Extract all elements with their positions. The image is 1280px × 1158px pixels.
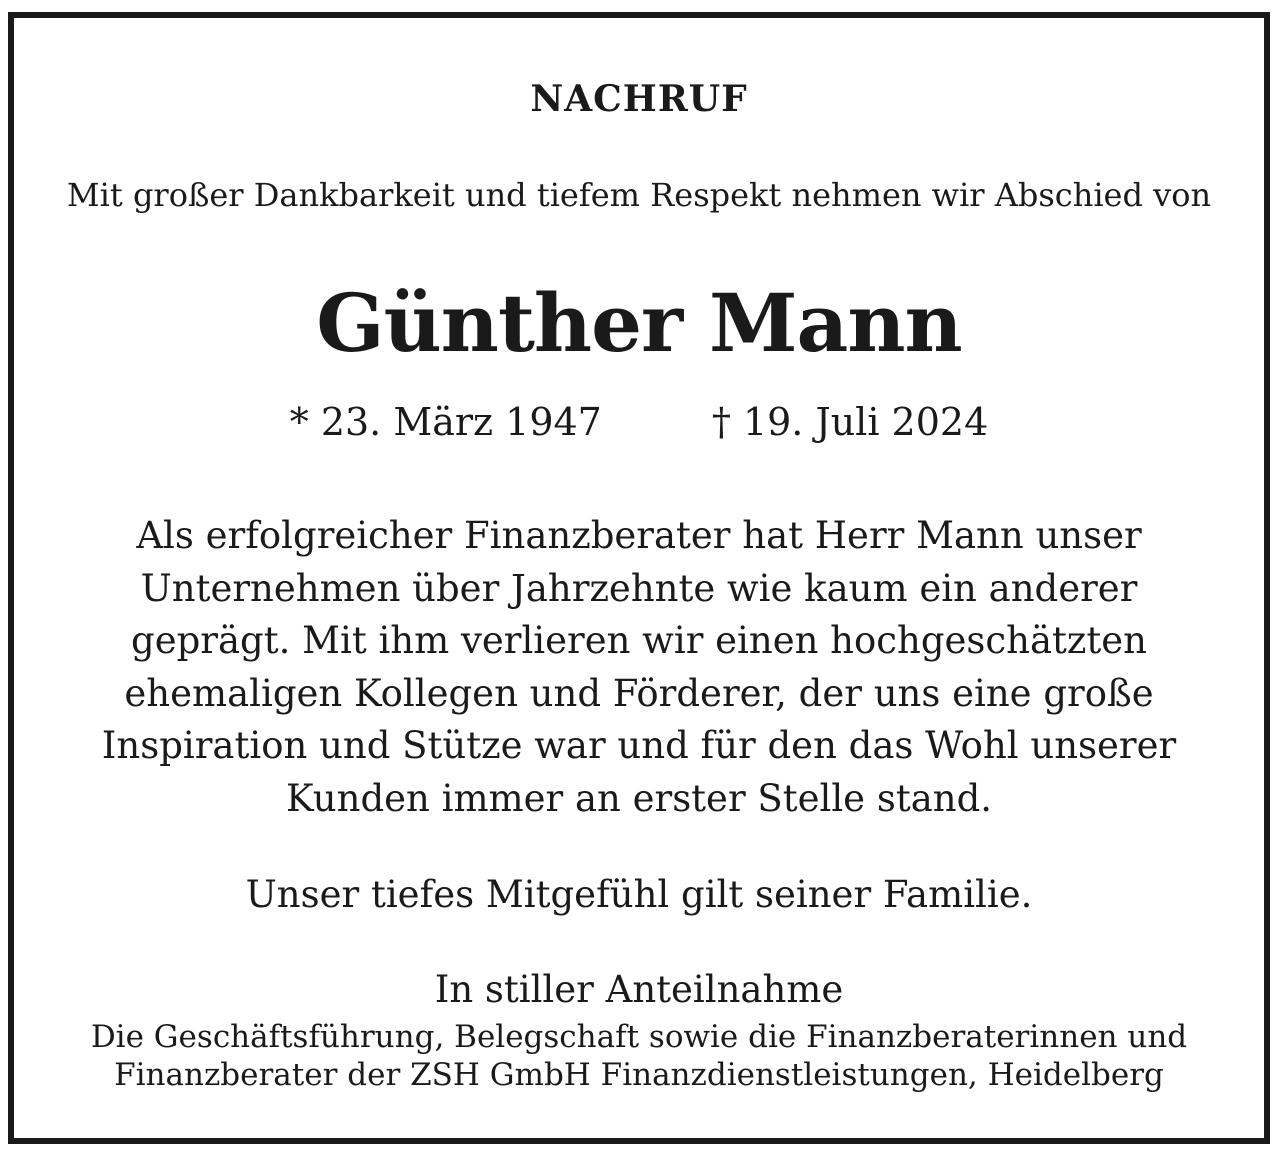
tribute-text bbox=[14, 510, 1264, 825]
signers bbox=[14, 1018, 1264, 1094]
birth-date: * 23. März 1947 bbox=[289, 400, 602, 444]
closing-text: In stiller Anteilnahme bbox=[434, 968, 844, 1011]
tribute-line: Als erfolgreicher Finanzberater hat Herr Mann unser bbox=[136, 514, 1142, 557]
obituary-heading: NACHRUF bbox=[530, 78, 748, 120]
tribute-line: Unternehmen über Jahrzehnte wie kaum ein anderer bbox=[140, 566, 1138, 610]
tribute-line: geprägt. Mit ihm verlieren wir einen hochgeschätzten bbox=[131, 619, 1147, 662]
deceased-name: Günther Mann bbox=[316, 276, 962, 370]
sympathy-text: Unser tiefes Mitgefühl gilt seiner Familie. bbox=[245, 873, 1033, 916]
tribute-line: ehemaligen Kollegen und Förderer, der uns eine große bbox=[124, 671, 1154, 715]
signer-line: Finanzberater der ZSH GmbH Finanzdienstleistungen, Heidelberg bbox=[114, 1057, 1164, 1093]
tribute-line: Inspiration und Stütze war und für den das Wohl unserer bbox=[101, 724, 1177, 767]
death-date: † 19. Juli 2024 bbox=[711, 400, 989, 444]
obituary-frame bbox=[8, 12, 1270, 1144]
intro-text: Mit großer Dankbarkeit und tiefem Respekt nehmen wir Abschied von bbox=[66, 176, 1212, 214]
life-dates bbox=[14, 400, 1264, 444]
tribute-line: Kunden immer an erster Stelle stand. bbox=[285, 776, 993, 820]
signer-line: Die Geschäftsführung, Belegschaft sowie die Finanzberaterinnen und bbox=[90, 1019, 1188, 1055]
